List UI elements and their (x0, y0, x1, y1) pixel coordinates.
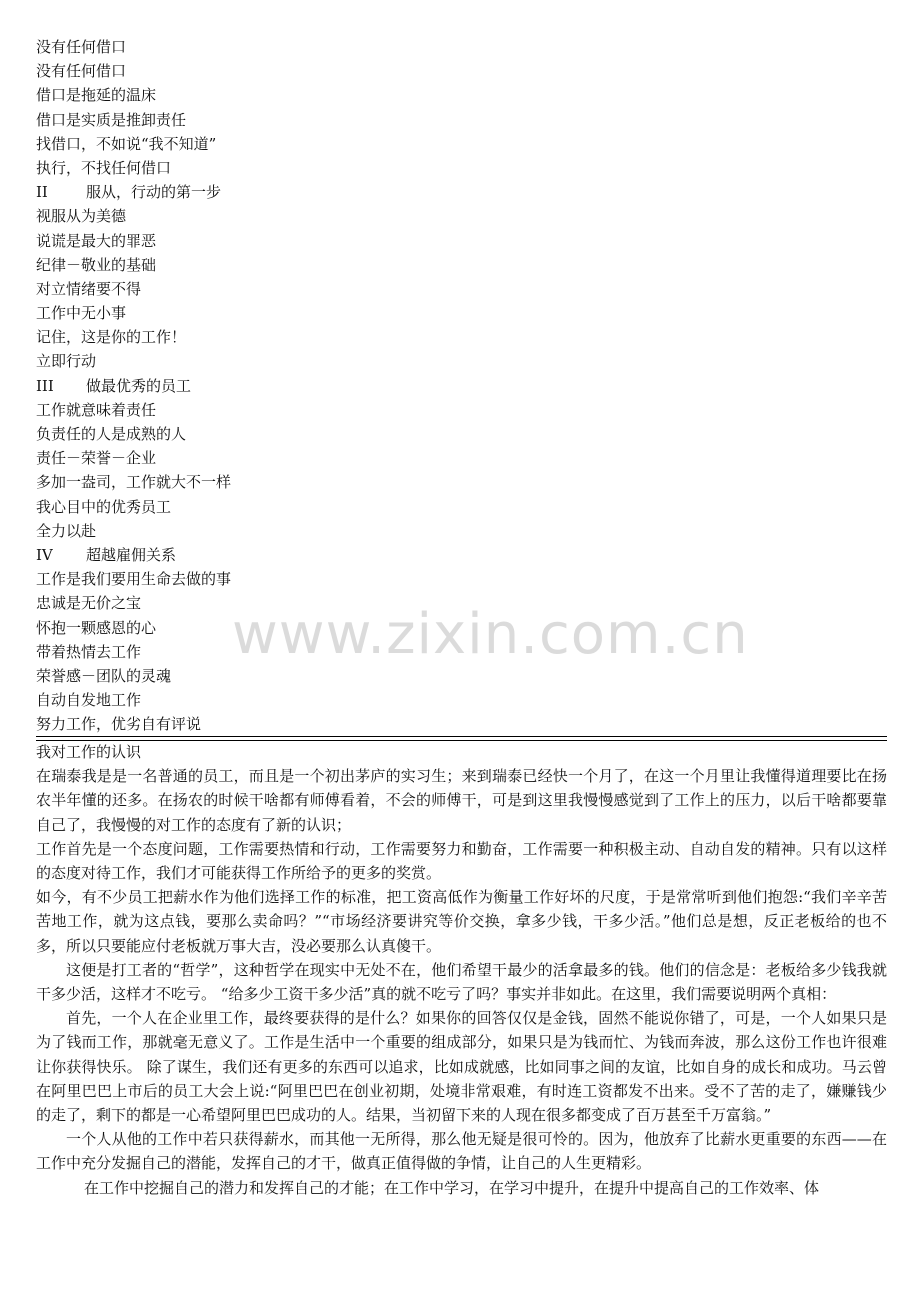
toc-item (36, 688, 636, 712)
toc-item-text: 立即行动 (36, 352, 97, 371)
toc-item (36, 83, 636, 107)
toc-item (36, 446, 636, 470)
toc-item-text: 服从，行动的第一步 (86, 183, 222, 202)
toc-section-number: III (36, 376, 54, 395)
toc-item-text: 没有任何借口 (36, 38, 127, 56)
toc-item-text: 荣誉感－团队的灵魂 (36, 666, 172, 685)
toc-section-number: IV (36, 545, 53, 564)
toc-item-text: 对立情绪要不得 (36, 279, 142, 298)
toc-item (36, 616, 636, 640)
toc-item-text: 全力以赴 (36, 521, 97, 540)
toc-item (36, 229, 636, 253)
toc-item (36, 712, 636, 736)
toc-item-text: 借口是拖延的温床 (36, 86, 157, 105)
toc-item-text: 找借口，不如说“我不知道” (36, 134, 217, 153)
toc-item (36, 35, 636, 59)
toc-item (36, 108, 636, 132)
toc-item (36, 132, 636, 156)
toc-item-text: 忠诚是无价之宝 (36, 594, 142, 613)
article (36, 740, 887, 1200)
toc-item-text: 负责任的人是成熟的人 (36, 425, 187, 443)
toc-item (36, 253, 636, 277)
toc-item (36, 495, 636, 519)
toc-item (36, 156, 636, 180)
toc-item-text: 工作中无小事 (36, 304, 127, 323)
toc-section-number: II (36, 183, 48, 202)
toc-item (36, 277, 636, 301)
article-paragraph: 如今，有不少员工把薪水作为他们选择工作的标准，把工资高低作为衡量工作好坏的尺度，于是常常听到他们抱怨:“我们辛辛苦苦地工作，就为这点钱，要那么卖命吗？”“市场经济要讲究等价交换，拿多少钱，干多少活。”他们总是想，反正老板给的也不多，所以只要能应付老板就万事大吉，没必要那么认真傻干。 (36, 888, 887, 955)
toc-item-text: 怀抱一颗感恩的心 (36, 618, 157, 637)
toc-item-text: 我心目中的优秀员工 (36, 497, 172, 516)
divider-line (36, 736, 887, 737)
article-title: 我对工作的认识 (36, 743, 142, 761)
toc-item (36, 59, 636, 83)
table-of-contents (36, 35, 636, 736)
article-body (36, 764, 887, 1200)
toc-item-text: 超越雇佣关系 (86, 545, 177, 564)
toc-section-heading (36, 543, 636, 567)
toc-item (36, 398, 636, 422)
toc-item (36, 519, 636, 543)
toc-item-text: 带着热情去工作 (36, 642, 142, 661)
toc-item (36, 204, 636, 228)
toc-item-text: 多加一盎司，工作就大不一样 (36, 473, 232, 492)
article-paragraph: 工作首先是一个态度问题，工作需要热情和行动，工作需要努力和勤奋，工作需要一种积极主动、自动自发的精神。只有以这样的态度对待工作，我们才可能获得工作所给予的更多的奖赏。 (36, 839, 887, 883)
toc-item (36, 470, 636, 494)
toc-item-text: 工作是我们要用生命去做的事 (36, 570, 232, 589)
toc-section-heading (36, 180, 636, 204)
watermark: www.zixin.com.cn (232, 602, 749, 667)
toc-item-text: 责任－荣誉－企业 (36, 449, 157, 468)
toc-item (36, 325, 636, 349)
toc-item-text: 自动自发地工作 (36, 691, 142, 710)
toc-item-text: 努力工作，优劣自有评说 (36, 715, 202, 734)
article-paragraph: 这便是打工者的“哲学”，这种哲学在现实中无处不在，他们希望干最少的活拿最多的钱。他们的信念是：老板给多少钱我就干多少活，这样才不吃亏。 “给多少工资干多少活”真的就不吃亏了吗？事实并非如此。在这里，我们需要说明两个真相： (36, 960, 887, 1004)
toc-item (36, 640, 636, 664)
toc-item (36, 349, 636, 373)
article-paragraph: 在瑞泰我是是一名普通的员工，而且是一个初出茅庐的实习生；来到瑞泰已经快一个月了，在这一个月里让我懂得道理要比在扬农半年懂的还多。在扬农的时候干啥都有师傅看着，不会的师傅干，可是到这里我慢慢感觉到了工作上的压力，以后干啥都要靠自己了，我慢慢的对工作的态度有了新的认识； (36, 767, 887, 834)
toc-item-text: 借口是实质是推卸责任 (36, 110, 187, 129)
toc-item (36, 664, 636, 688)
toc-item-text: 说谎是最大的罪恶 (36, 231, 157, 250)
toc-item (36, 422, 636, 446)
toc-item (36, 301, 636, 325)
toc-section-heading (36, 374, 636, 398)
toc-item (36, 591, 636, 615)
article-paragraph: 一个人从他的工作中若只获得薪水，而其他一无所得，那么他无疑是很可怜的。因为，他放弃了比薪水更重要的东西——在工作中充分发掘自己的潜能，发挥自己的才干，做真正值得做的争情，让自己的人生更精彩。 (36, 1130, 887, 1173)
article-paragraph: 首先，一个人在企业里工作，最终要获得的是什么？如果你的回答仅仅是金钱，固然不能说你错了，可是，一个人如果只是为了钱而工作，那就毫无意义了。工作是生活中一个重要的组成部分，如果只是为钱而忙、为钱而奔波，那么这份工作也许很难让你获得快乐。 除了谋生，我们还有更多的东西可以追求，比如成就感，比如同事之间的友谊，比如自身的成长和成功。马云曾在阿里巴巴上市后的员工大会上说:“阿里巴巴在创业初期，处境非常艰难，有时连工资都发不出来。受不了苦的走了，嫌赚钱少的走了，剩下的都是一心希望阿里巴巴成功的人。结果，当初留下来的人现在很多都变成了百万甚至千万富翁。” (36, 1009, 887, 1125)
toc-item-text: 没有任何借口 (36, 62, 127, 81)
toc-item-text: 视服从为美德 (36, 207, 127, 226)
article-paragraph: 在工作中挖掘自己的潜力和发挥自己的才能；在工作中学习，在学习中提升，在提升中提高自己的工作效率、体 (84, 1178, 820, 1197)
toc-item-text: 纪律－敬业的基础 (36, 255, 157, 274)
toc-item-text: 工作就意味着责任 (36, 400, 157, 419)
toc-item-text: 记住，这是你的工作！ (36, 328, 187, 347)
toc-item-text: 做最优秀的员工 (86, 376, 192, 395)
toc-item (36, 567, 636, 591)
toc-item-text: 执行，不找任何借口 (36, 158, 172, 177)
